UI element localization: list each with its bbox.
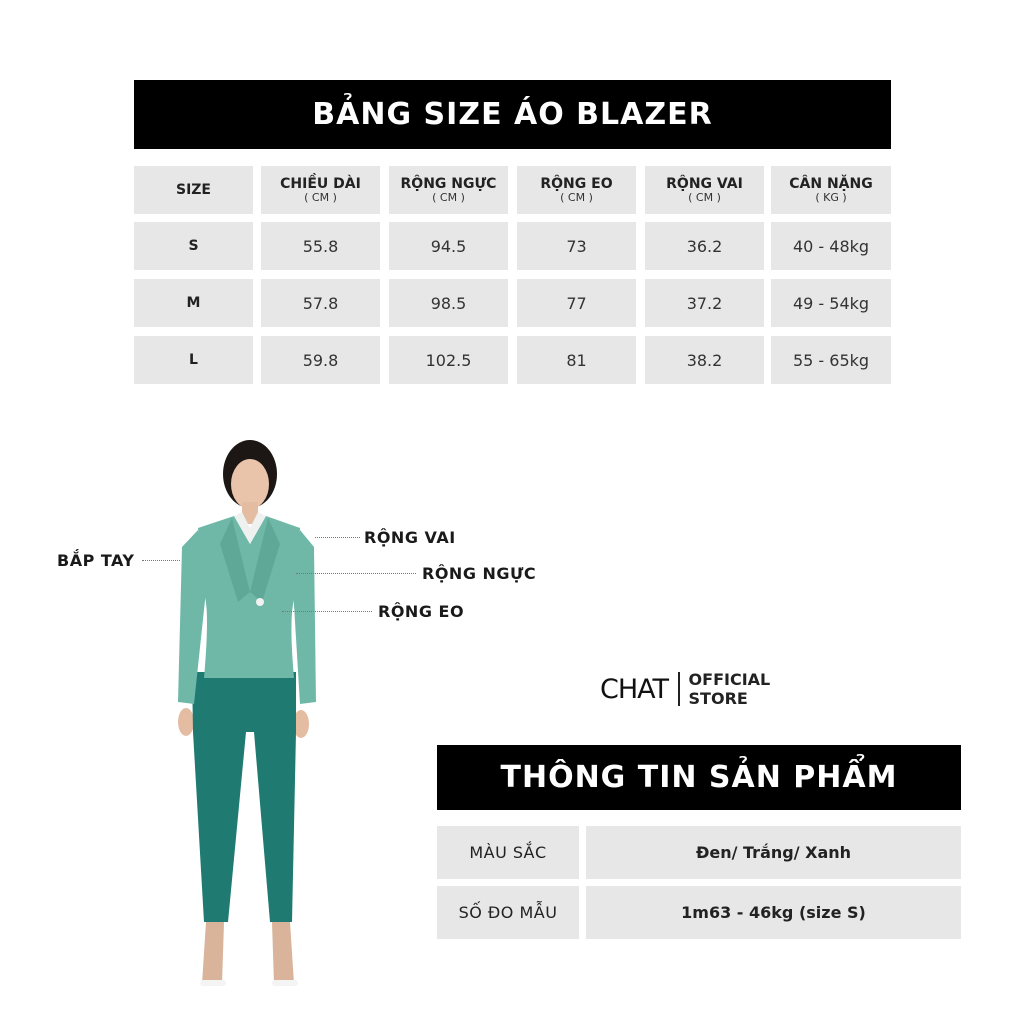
measure-rong-eo [282, 602, 464, 621]
size-cell-l [134, 336, 253, 384]
brand-divider [678, 672, 680, 706]
measure-bap-tay [57, 551, 180, 570]
value-cell [389, 222, 508, 270]
value-cell [645, 279, 764, 327]
cell-value: 59.8 [302, 350, 339, 370]
value-cell [771, 222, 891, 270]
measure-dotted-line [315, 537, 360, 538]
header-unit: ( CM ) [304, 190, 337, 204]
info-label: MÀU SẮC [469, 843, 547, 862]
measure-label: BẮP TAY [57, 551, 135, 570]
model-pants [192, 672, 296, 922]
brand-logo-mark: CHAT [600, 673, 669, 705]
value-cell [645, 336, 764, 384]
header-chieu-dai [261, 166, 380, 214]
model-illustration [168, 432, 328, 992]
measure-dotted-line [282, 611, 372, 612]
header-rong-vai [645, 166, 764, 214]
measure-dotted-line [296, 573, 416, 574]
header-unit: ( KG ) [815, 190, 847, 204]
header-unit: ( CM ) [560, 190, 593, 204]
value-cell [261, 279, 380, 327]
cell-value: 77 [566, 293, 587, 313]
brand-logo [600, 670, 770, 708]
product-info-title: THÔNG TIN SẢN PHẨM [437, 745, 961, 810]
info-value: Đen/ Trắng/ Xanh [695, 843, 852, 862]
header-label: RỘNG NGỰC [400, 175, 497, 192]
brand-store-text [689, 670, 771, 708]
cell-value: 37.2 [686, 293, 723, 313]
size-letter: S [188, 238, 199, 254]
model-right-shoe [272, 922, 294, 984]
cell-value: 36.2 [686, 236, 723, 256]
header-label: SIZE [175, 181, 211, 198]
header-label: RỘNG VAI [666, 175, 743, 192]
header-rong-eo [517, 166, 636, 214]
brand-line-official: OFFICIAL [688, 670, 771, 689]
brand-line-store: STORE [688, 689, 748, 708]
value-cell [771, 279, 891, 327]
header-unit: ( CM ) [688, 190, 721, 204]
cell-value: 49 - 54kg [792, 293, 870, 313]
header-label: CHIỀU DÀI [280, 175, 361, 192]
model-blazer-button [256, 598, 264, 606]
size-cell-m [134, 279, 253, 327]
header-label: RỘNG EO [540, 175, 613, 192]
info-label-cell [437, 886, 579, 939]
model-left-hand [178, 708, 194, 736]
info-value: 1m63 - 46kg (size S) [681, 903, 866, 922]
header-label: CÂN NẶNG [789, 175, 873, 192]
value-cell [389, 279, 508, 327]
info-label: SỐ ĐO MẪU [458, 903, 558, 922]
header-can-nang [771, 166, 891, 214]
measure-dotted-line [142, 560, 180, 561]
value-cell [771, 336, 891, 384]
measure-label: RỘNG VAI [364, 528, 456, 547]
cell-value: 98.5 [430, 293, 467, 313]
value-cell [261, 336, 380, 384]
value-cell [645, 222, 764, 270]
value-cell [517, 336, 636, 384]
measure-label: RỘNG EO [378, 602, 465, 621]
header-size [134, 166, 253, 214]
measure-label: RỘNG NGỰC [422, 564, 537, 583]
size-chart-title: BẢNG SIZE ÁO BLAZER [134, 80, 891, 149]
model-left-shoe [202, 922, 224, 984]
measure-rong-nguc [296, 564, 536, 583]
cell-value: 81 [566, 350, 587, 370]
value-cell [389, 336, 508, 384]
cell-value: 94.5 [430, 236, 467, 256]
size-letter: L [189, 352, 198, 368]
value-cell [517, 279, 636, 327]
value-cell [517, 222, 636, 270]
size-cell-s [134, 222, 253, 270]
cell-value: 40 - 48kg [792, 236, 870, 256]
info-label-cell [437, 826, 579, 879]
cell-value: 55.8 [302, 236, 339, 256]
value-cell [261, 222, 380, 270]
cell-value: 57.8 [302, 293, 339, 313]
header-rong-nguc [389, 166, 508, 214]
cell-value: 102.5 [425, 350, 472, 370]
cell-value: 38.2 [686, 350, 723, 370]
info-value-cell [586, 886, 961, 939]
model-face [231, 459, 269, 509]
size-letter: M [186, 295, 201, 311]
cell-value: 55 - 65kg [792, 350, 870, 370]
header-unit: ( CM ) [432, 190, 465, 204]
cell-value: 73 [566, 236, 587, 256]
info-value-cell [586, 826, 961, 879]
measure-rong-vai [315, 528, 456, 547]
